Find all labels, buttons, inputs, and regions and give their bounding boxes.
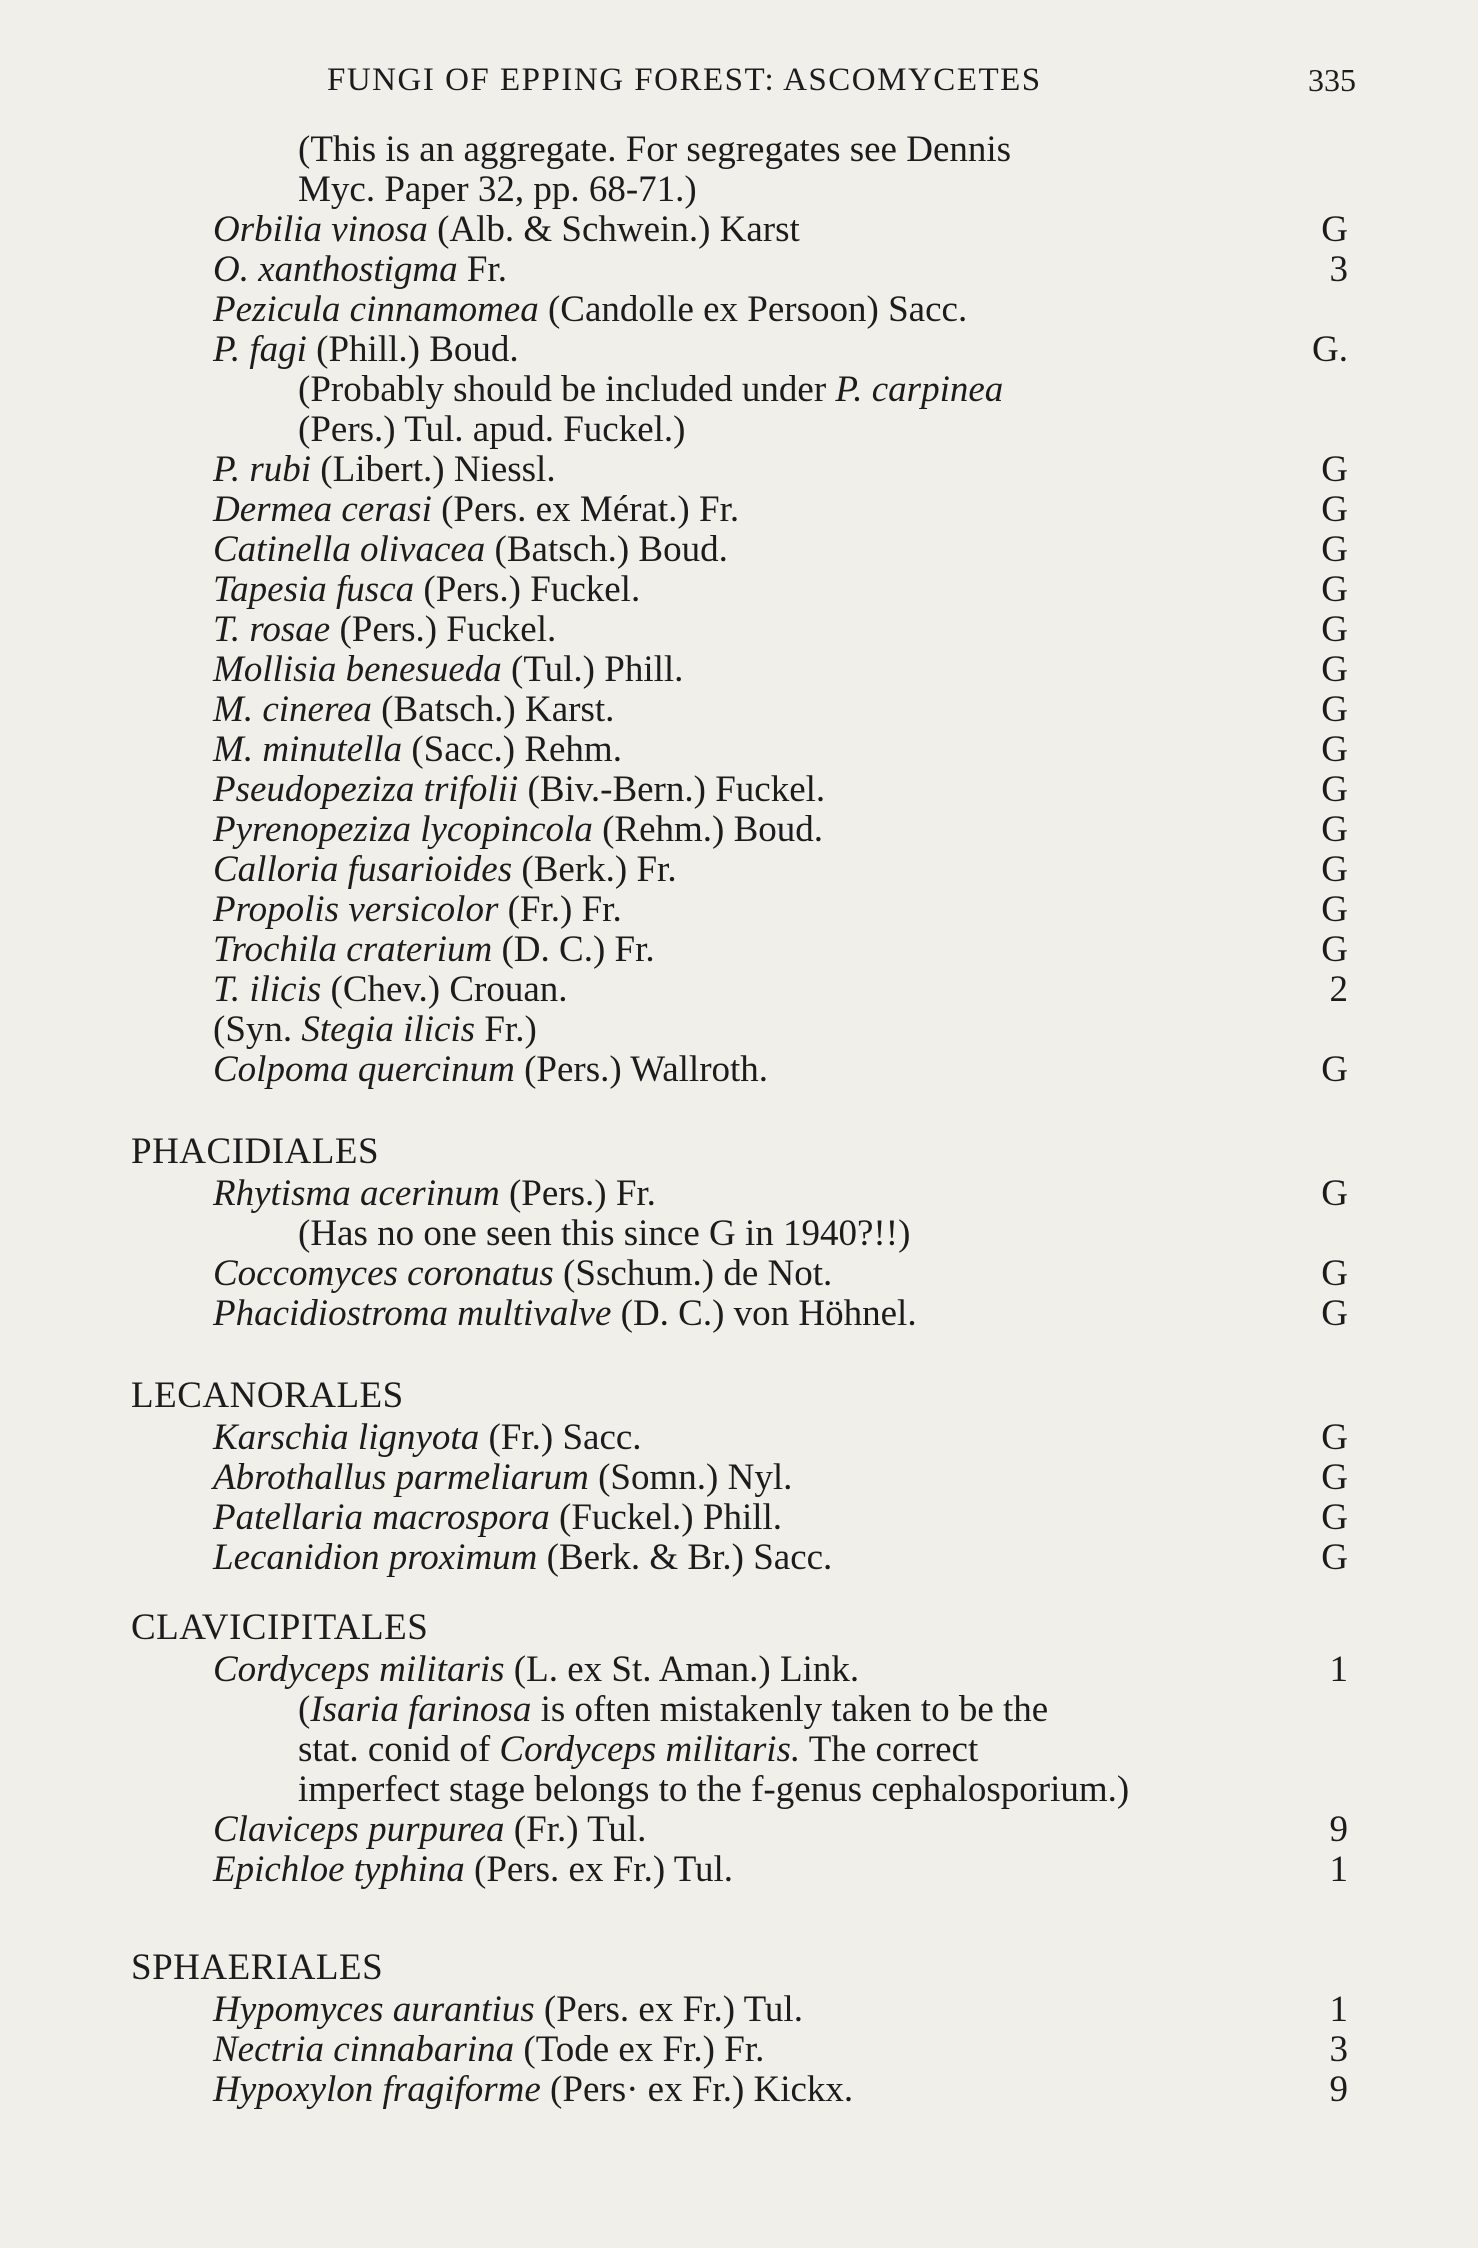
record-mark: G — [1321, 1537, 1348, 1578]
entry-text-part: (Pers.) Fuckel. — [330, 609, 557, 650]
entry-text-part: (Berk.) Fr. — [512, 849, 677, 890]
record-mark: G — [1321, 449, 1348, 490]
page-number: 335 — [1308, 62, 1356, 98]
entry-text — [213, 290, 967, 330]
entry-text-part: (Sschum.) de Not. — [553, 1253, 833, 1294]
entry-text-part: (Sacc.) Rehm. — [402, 729, 622, 770]
entry-text-part: ( — [298, 1689, 311, 1730]
taxon-name: Lecanidion proximum — [213, 1537, 538, 1578]
record-mark: G — [1321, 809, 1348, 850]
taxon-name: Tapesia fusca — [213, 569, 415, 610]
section-heading — [0, 1606, 1478, 1650]
species-entry — [0, 930, 1478, 970]
entry-text-part: Fr. — [457, 249, 507, 290]
taxon-name: Trochila craterium — [213, 929, 493, 970]
entry-text-part: Myc. Paper 32, pp. 68-71.) — [298, 169, 697, 210]
entry-text-part: (Pers.) Wallroth. — [514, 1049, 769, 1090]
taxon-name: Colpoma quercinum — [213, 1049, 515, 1090]
entry-text-part: (Syn. — [213, 1009, 302, 1050]
entry-text-part: (Pers.) Fuckel. — [414, 569, 641, 610]
taxon-name: Rhytisma acerinum — [213, 1173, 500, 1214]
species-entry — [0, 1990, 1478, 2030]
taxon-name: Pyrenopeziza lycopincola — [213, 809, 593, 850]
taxon-name: Isaria farinosa — [310, 1689, 532, 1730]
note-line — [0, 1690, 1478, 1730]
entry-text-part: (Pers.) Tul. apud. Fuckel.) — [298, 409, 686, 450]
entry-text — [213, 810, 823, 850]
entry-text-part: (D. C.) Fr. — [492, 929, 655, 970]
section-heading-text: CLAVICIPITALES — [131, 1607, 429, 1648]
entry-text-part: (Tode ex Fr.) Fr. — [514, 2029, 765, 2070]
entry-text-part: (Candolle ex Persoon) Sacc. — [538, 289, 968, 330]
entry-text-part: Fr.) — [475, 1009, 537, 1050]
section-gap — [0, 1334, 1478, 1374]
entry-text — [298, 410, 685, 450]
entry-text — [213, 2030, 764, 2070]
taxon-name: Dermea cerasi — [213, 489, 432, 530]
entry-text-part: (L. ex St. Aman.) Link. — [504, 1649, 860, 1690]
entry-text — [213, 2070, 853, 2110]
taxon-name: Hypomyces aurantius — [213, 1989, 535, 2030]
running-head: FUNGI OF EPPING FOREST: ASCOMYCETES — [327, 62, 1042, 98]
record-mark: G — [1321, 1497, 1348, 1538]
species-entry — [0, 1458, 1478, 1498]
entry-text-part: (Phill.) Boud. — [306, 329, 519, 370]
species-entry — [0, 490, 1478, 530]
species-entry — [0, 730, 1478, 770]
record-mark: 1 — [1329, 1989, 1348, 2030]
species-entry — [0, 650, 1478, 690]
record-mark: G — [1321, 1253, 1348, 1294]
species-entry — [0, 2030, 1478, 2070]
record-mark: G — [1321, 1173, 1348, 1214]
taxon-name: Stegia ilicis — [301, 1009, 476, 1050]
species-entry — [0, 890, 1478, 930]
species-entry — [0, 210, 1478, 250]
entry-text — [213, 450, 556, 490]
species-entry — [0, 1174, 1478, 1214]
taxon-name: Calloria fusarioides — [213, 849, 513, 890]
record-mark: 2 — [1329, 969, 1348, 1010]
entry-text — [213, 1498, 782, 1538]
entry-text-part: (Pers. ex Mérat.) Fr. — [431, 489, 740, 530]
entry-text — [213, 330, 519, 370]
taxon-name: Hypoxylon fragiforme — [213, 2069, 541, 2110]
taxon-name: Abrothallus parmeliarum — [213, 1457, 589, 1498]
section-heading — [0, 1374, 1478, 1418]
entry-text-part: is often mistakenly taken to be the — [531, 1689, 1049, 1730]
taxon-name: Propolis versicolor — [213, 889, 499, 930]
species-list — [0, 130, 1478, 2110]
species-entry — [0, 1850, 1478, 1890]
species-entry — [0, 850, 1478, 890]
entry-text-part: (Berk. & Br.) Sacc. — [537, 1537, 833, 1578]
species-entry — [0, 330, 1478, 370]
entry-text-part: (Batsch.) Boud. — [485, 529, 728, 570]
entry-text — [213, 570, 640, 610]
record-mark: G — [1321, 889, 1348, 930]
taxon-name: Epichloe typhina — [213, 1849, 465, 1890]
record-mark: G — [1321, 929, 1348, 970]
entry-text — [298, 370, 1003, 410]
entry-text-part: (Pers.) Fr. — [499, 1173, 656, 1214]
entry-text-part: imperfect stage belongs to the f-genus cephalosporium.) — [298, 1769, 1130, 1810]
entry-text — [213, 1538, 832, 1578]
taxon-name: T. ilicis — [213, 969, 322, 1010]
species-entry — [0, 1418, 1478, 1458]
taxon-name: T. rosae — [213, 609, 331, 650]
entry-text-part: (Rehm.) Boud. — [592, 809, 824, 850]
species-entry — [0, 1294, 1478, 1334]
entry-text-part: (Fr.) Sacc. — [479, 1417, 642, 1458]
species-entry — [0, 1010, 1478, 1050]
entry-text — [298, 1730, 978, 1770]
record-mark: G — [1321, 729, 1348, 770]
species-entry — [0, 450, 1478, 490]
entry-text — [213, 1418, 642, 1458]
species-entry — [0, 810, 1478, 850]
taxon-name: Coccomyces coronatus — [213, 1253, 554, 1294]
note-line — [0, 1730, 1478, 1770]
species-entry — [0, 1498, 1478, 1538]
record-mark: G — [1321, 1457, 1348, 1498]
entry-text — [213, 530, 728, 570]
species-entry — [0, 1050, 1478, 1090]
record-mark: G — [1321, 569, 1348, 610]
entry-text — [213, 730, 622, 770]
taxon-name: Pezicula cinnamomea — [213, 289, 539, 330]
entry-text-part: (Pers. ex Fr.) Tul. — [464, 1849, 734, 1890]
entry-text-part: (Pers· ex Fr.) Kickx. — [540, 2069, 854, 2110]
record-mark: G — [1321, 649, 1348, 690]
taxon-name: Pseudopeziza trifolii — [213, 769, 519, 810]
taxon-name: Catinella olivacea — [213, 529, 486, 570]
species-entry — [0, 1538, 1478, 1578]
section-gap — [0, 1090, 1478, 1130]
note-line — [0, 410, 1478, 450]
entry-text — [213, 250, 507, 290]
entry-text — [213, 1458, 792, 1498]
record-mark: 9 — [1329, 1809, 1348, 1850]
record-mark: G — [1321, 769, 1348, 810]
species-entry — [0, 970, 1478, 1010]
taxon-name: Claviceps purpurea — [213, 1809, 505, 1850]
taxon-name: Cordyceps militaris — [213, 1649, 505, 1690]
taxon-name: Mollisia benesueda — [213, 649, 502, 690]
entry-text — [213, 1650, 859, 1690]
species-entry — [0, 1650, 1478, 1690]
record-mark: G. — [1312, 329, 1348, 370]
record-mark: G — [1321, 609, 1348, 650]
entry-text — [213, 1990, 803, 2030]
taxon-name: Patellaria macrospora — [213, 1497, 550, 1538]
entry-text — [213, 770, 825, 810]
species-entry — [0, 690, 1478, 730]
species-entry — [0, 250, 1478, 290]
section-heading-text: SPHAERIALES — [131, 1947, 384, 1988]
note-line — [0, 1770, 1478, 1810]
taxon-name: O. xanthostigma — [213, 249, 458, 290]
entry-text — [298, 170, 697, 210]
record-mark: G — [1321, 849, 1348, 890]
section-heading — [0, 1946, 1478, 1990]
entry-text-part: (Batsch.) Karst. — [371, 689, 615, 730]
entry-text — [213, 890, 622, 930]
taxon-name: Orbilia vinosa — [213, 209, 428, 250]
entry-text-part: (Pers. ex Fr.) Tul. — [534, 1989, 803, 2030]
species-entry — [0, 530, 1478, 570]
entry-text-part: (Fr.) Tul. — [504, 1809, 647, 1850]
entry-text-part: The correct — [800, 1729, 979, 1770]
species-entry — [0, 610, 1478, 650]
entry-text — [298, 130, 1011, 170]
section-heading — [0, 1130, 1478, 1174]
entry-text — [298, 1770, 1129, 1810]
record-mark: G — [1321, 1417, 1348, 1458]
entry-text-part: (Fuckel.) Phill. — [549, 1497, 783, 1538]
entry-text — [213, 610, 556, 650]
record-mark: 1 — [1329, 1849, 1348, 1890]
entry-text — [213, 970, 568, 1010]
entry-text-part: (Fr.) Fr. — [498, 889, 622, 930]
entry-text-part: (D. C.) von Höhnel. — [611, 1293, 917, 1334]
taxon-name: Karschia lignyota — [213, 1417, 480, 1458]
record-mark: G — [1321, 1293, 1348, 1334]
record-mark: 3 — [1329, 249, 1348, 290]
record-mark: G — [1321, 1049, 1348, 1090]
taxon-name: M. minutella — [213, 729, 403, 770]
taxon-name: P. rubi — [213, 449, 312, 490]
entry-text-part: (Has no one seen this since G in 1940?!!) — [298, 1213, 911, 1254]
note-line — [0, 1214, 1478, 1254]
species-entry — [0, 570, 1478, 610]
taxon-name: P. fagi — [213, 329, 307, 370]
taxon-name: P. carpinea — [835, 369, 1004, 410]
species-entry — [0, 290, 1478, 330]
entry-text-part: (This is an aggregate. For segregates see Dennis — [298, 129, 1012, 170]
entry-text — [213, 490, 739, 530]
entry-text-part: (Libert.) Niessl. — [311, 449, 556, 490]
species-entry — [0, 2070, 1478, 2110]
entry-text-part: (Tul.) Phill. — [501, 649, 684, 690]
entry-text — [213, 1050, 768, 1090]
entry-text — [213, 850, 677, 890]
species-entry — [0, 770, 1478, 810]
entry-text-part: (Somn.) Nyl. — [588, 1457, 793, 1498]
section-heading-text: LECANORALES — [131, 1375, 404, 1416]
entry-text-part: (Alb. & Schwein.) Karst — [427, 209, 800, 250]
entry-text — [213, 1850, 733, 1890]
entry-text — [213, 1254, 832, 1294]
entry-text — [213, 650, 683, 690]
record-mark: G — [1321, 489, 1348, 530]
entry-text-part: (Chev.) Crouan. — [321, 969, 568, 1010]
taxon-name: Phacidiostroma multivalve — [213, 1293, 612, 1334]
record-mark: G — [1321, 209, 1348, 250]
species-entry — [0, 1810, 1478, 1850]
entry-text — [213, 930, 655, 970]
entry-text — [213, 1010, 537, 1050]
record-mark: 1 — [1329, 1649, 1348, 1690]
entry-text-part: (Probably should be included under — [298, 369, 836, 410]
record-mark: 9 — [1329, 2069, 1348, 2110]
record-mark: 3 — [1329, 2029, 1348, 2070]
note-line — [0, 370, 1478, 410]
section-gap — [0, 1578, 1478, 1606]
taxon-name: Cordyceps militaris. — [499, 1729, 801, 1770]
entry-text — [213, 210, 800, 250]
section-heading-text: PHACIDIALES — [131, 1131, 380, 1172]
entry-text — [213, 690, 614, 730]
entry-text — [298, 1214, 910, 1254]
record-mark: G — [1321, 529, 1348, 570]
entry-text — [298, 1690, 1048, 1730]
section-gap — [0, 1890, 1478, 1946]
entry-text — [213, 1174, 656, 1214]
entry-text — [213, 1810, 646, 1850]
note-line — [0, 170, 1478, 210]
entry-text-part: stat. conid of — [298, 1729, 500, 1770]
entry-text-part: (Biv.-Bern.) Fuckel. — [518, 769, 826, 810]
species-entry — [0, 1254, 1478, 1294]
taxon-name: Nectria cinnabarina — [213, 2029, 515, 2070]
record-mark: G — [1321, 689, 1348, 730]
note-line — [0, 130, 1478, 170]
taxon-name: M. cinerea — [213, 689, 372, 730]
entry-text — [213, 1294, 917, 1334]
